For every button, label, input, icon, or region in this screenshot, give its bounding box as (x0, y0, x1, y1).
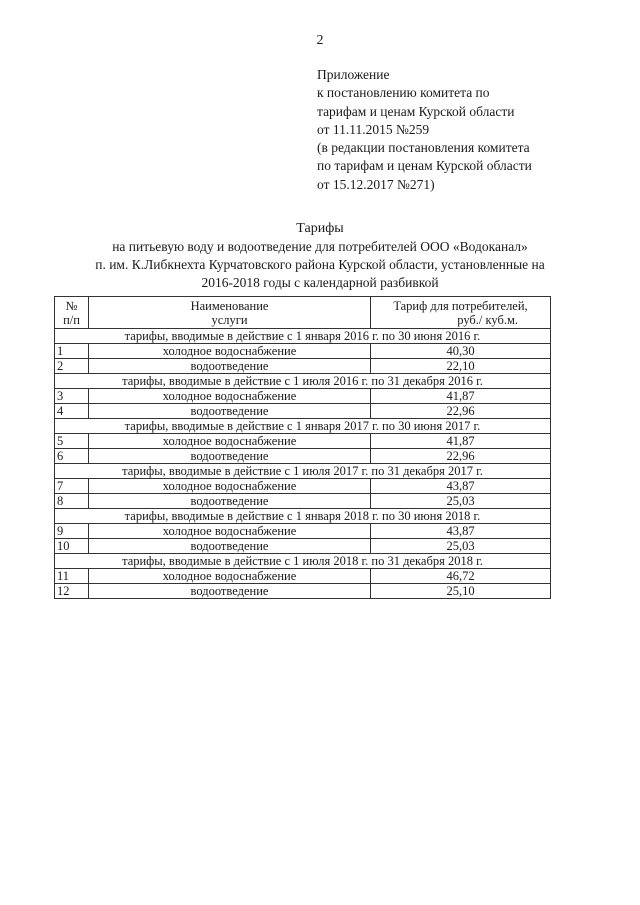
row-service: водоотведение (89, 539, 371, 554)
header-name-line: Наименование (190, 298, 269, 313)
tariff-table-body (55, 329, 551, 599)
appendix-line: тарифам и ценам Курской области (317, 103, 515, 119)
row-tariff: 22,96 (371, 404, 551, 419)
row-num: 3 (55, 389, 89, 404)
row-num: 9 (55, 524, 89, 539)
row-num: 11 (55, 569, 89, 584)
row-tariff: 41,87 (371, 434, 551, 449)
appendix-line: (в редакции постановления комитета (317, 140, 530, 156)
row-num: 6 (55, 449, 89, 464)
row-tariff: 43,87 (371, 524, 551, 539)
row-tariff: 41,87 (371, 389, 551, 404)
row-service: холодное водоснабжение (89, 524, 371, 539)
period-row (55, 554, 551, 569)
appendix-line: по тарифам и ценам Курской области (317, 158, 532, 174)
appendix-block (317, 66, 532, 194)
table-row (55, 404, 551, 419)
row-tariff: 25,03 (371, 494, 551, 509)
table-row (55, 524, 551, 539)
period-row (55, 329, 551, 344)
row-num: 1 (55, 344, 89, 359)
appendix-line: к постановлению комитета по (317, 85, 490, 101)
appendix-line: от 11.11.2015 №259 (317, 121, 430, 137)
period-label: тарифы, вводимые в действие с 1 января 2016 г. по 30 июня 2016 г. (55, 329, 551, 344)
table-row (55, 539, 551, 554)
page-number: 2 (316, 33, 324, 48)
period-row (55, 419, 551, 434)
document-title-block (0, 220, 640, 292)
row-num: 8 (55, 494, 89, 509)
row-service: водоотведение (89, 404, 371, 419)
row-service: водоотведение (89, 359, 371, 374)
period-label: тарифы, вводимые в действие с 1 января 2017 г. по 30 июня 2017 г. (55, 419, 551, 434)
table-row (55, 344, 551, 359)
row-service: водоотведение (89, 494, 371, 509)
header-num-line: № (65, 298, 78, 313)
row-tariff: 25,03 (371, 539, 551, 554)
row-service: водоотведение (89, 584, 371, 599)
row-num: 2 (55, 359, 89, 374)
row-tariff: 22,96 (371, 449, 551, 464)
header-service-name (89, 297, 371, 329)
table-row (55, 584, 551, 599)
row-service: холодное водоснабжение (89, 389, 371, 404)
row-num: 7 (55, 479, 89, 494)
appendix-line: Приложение (317, 67, 390, 82)
period-row (55, 509, 551, 524)
table-row (55, 359, 551, 374)
period-label: тарифы, вводимые в действие с 1 июля 2018 г. по 31 декабря 2018 г. (55, 554, 551, 569)
row-tariff: 46,72 (371, 569, 551, 584)
header-num-line: п/п (63, 312, 80, 327)
table-header-row (55, 297, 551, 329)
table-row (55, 449, 551, 464)
period-label: тарифы, вводимые в действие с 1 июля 2017 г. по 31 декабря 2017 г. (55, 464, 551, 479)
table-row (55, 569, 551, 584)
period-label: тарифы, вводимые в действие с 1 июля 2016 г. по 31 декабря 2016 г. (55, 374, 551, 389)
title-line: 2016-2018 годы с календарной разбивкой (201, 275, 439, 290)
row-tariff: 22,10 (371, 359, 551, 374)
title-line: на питьевую воду и водоотведение для потребителей ООО «Водоканал» (112, 239, 528, 254)
row-tariff: 25,10 (371, 584, 551, 599)
table-row (55, 389, 551, 404)
row-tariff: 40,30 (371, 344, 551, 359)
row-service: холодное водоснабжение (89, 434, 371, 449)
row-tariff: 43,87 (371, 479, 551, 494)
header-tariff-line: руб./ куб.м. (457, 312, 518, 327)
document-title: Тарифы (296, 221, 344, 236)
row-num: 5 (55, 434, 89, 449)
header-tariff (371, 297, 551, 329)
table-row (55, 434, 551, 449)
title-line: п. им. К.Либкнехта Курчатовского района Курской области, установленные на (95, 257, 545, 272)
row-service: холодное водоснабжение (89, 569, 371, 584)
period-label: тарифы, вводимые в действие с 1 января 2018 г. по 30 июня 2018 г. (55, 509, 551, 524)
table-row (55, 494, 551, 509)
tariff-table (54, 296, 551, 599)
header-tariff-line: Тариф для потребителей, (393, 298, 528, 313)
row-service: холодное водоснабжение (89, 479, 371, 494)
period-row (55, 464, 551, 479)
row-num: 12 (55, 584, 89, 599)
row-service: водоотведение (89, 449, 371, 464)
row-num: 10 (55, 539, 89, 554)
period-row (55, 374, 551, 389)
header-name-line: услуги (211, 312, 248, 327)
header-num (55, 297, 89, 329)
appendix-line: от 15.12.2017 №271) (317, 176, 435, 192)
table-row (55, 479, 551, 494)
row-num: 4 (55, 404, 89, 419)
row-service: холодное водоснабжение (89, 344, 371, 359)
